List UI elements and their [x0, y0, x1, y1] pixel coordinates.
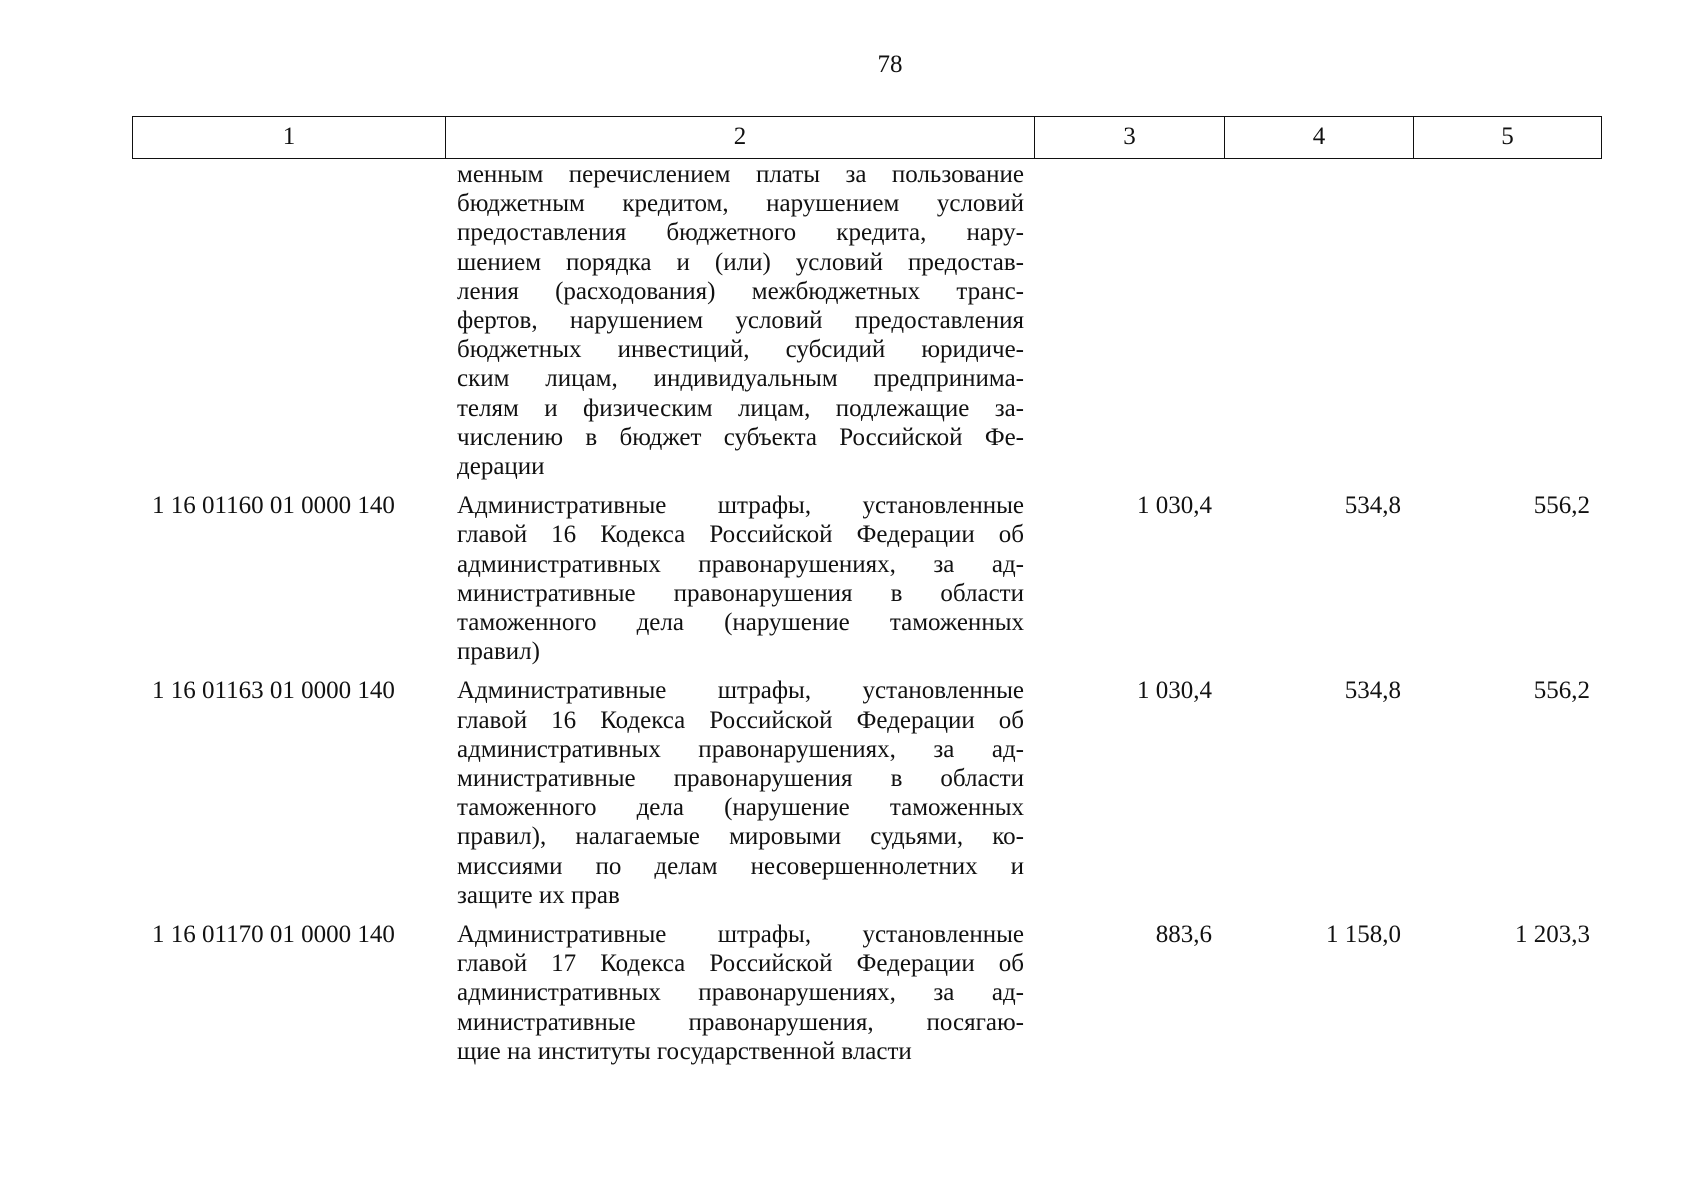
description-line: таможенного дела (нарушение таможенных [457, 609, 1024, 637]
budget-classification-code: 1 16 01163 01 0000 140 [152, 677, 395, 705]
description-line: щие на институты государственной власти [457, 1037, 912, 1065]
description-line: административных правонарушениях, за ад- [457, 735, 1024, 763]
description-line: Административные штрафы, установленные [457, 921, 1024, 949]
page-number: 78 [877, 51, 903, 78]
description-line: административных правонарушениях, за ад- [457, 550, 1024, 578]
table-row [132, 491, 1602, 666]
amount-col-5: 556,2 [1533, 677, 1590, 705]
amount-col-5: 556,2 [1533, 492, 1590, 520]
amount-col-5: 1 203,3 [1515, 921, 1590, 949]
description-line: телям и физическим лицам, подлежащие за- [457, 394, 1024, 422]
table-row [132, 676, 1602, 910]
description-line: Административные штрафы, установленные [457, 492, 1024, 520]
table-column-header [132, 116, 1602, 159]
description-line: главой 16 Кодекса Российской Федерации об [457, 706, 1024, 734]
revenue-description [445, 676, 1034, 910]
column-header-2: 2 [446, 117, 1035, 158]
description-line: предоставления бюджетного кредита, нару- [457, 219, 1024, 247]
amount-col-4: 1 158,0 [1326, 921, 1401, 949]
amount-col-3: 883,6 [1155, 921, 1212, 949]
column-header-3: 3 [1035, 117, 1225, 158]
description-line: ления (расходования) межбюджетных транс- [457, 277, 1024, 305]
description-line: числению в бюджет субъекта Российской Фе- [457, 423, 1024, 451]
description-line: министративные правонарушения, посягаю- [457, 1008, 1024, 1036]
description-line: министративные правонарушения в области [457, 765, 1024, 793]
table-row [132, 920, 1602, 1066]
description-line: правил) [457, 638, 540, 666]
description-line: Административные штрафы, установленные [457, 677, 1024, 705]
description-line: административных правонарушениях, за ад- [457, 979, 1024, 1007]
budget-classification-code: 1 16 01170 01 0000 140 [152, 921, 395, 949]
table-body [132, 160, 1602, 1076]
revenue-description [445, 491, 1034, 666]
amount-col-4 [1224, 160, 1413, 481]
budget-classification-code: 1 16 01160 01 0000 140 [152, 492, 395, 520]
column-header-5: 5 [1501, 123, 1514, 150]
column-header-1: 1 [133, 117, 446, 158]
amount-col-4: 534,8 [1344, 492, 1401, 520]
description-line: министративные правонарушения в области [457, 579, 1024, 607]
description-line: миссиями по делам несовершеннолетних и [457, 852, 1024, 880]
description-line: ским лицам, индивидуальным предпринима- [457, 365, 1024, 393]
revenue-description [445, 920, 1034, 1066]
description-line: правил), налагаемые мировыми судьями, ко- [457, 823, 1024, 851]
description-line: менным перечислением платы за пользование [457, 161, 1024, 188]
amount-col-3: 1 030,4 [1137, 492, 1212, 520]
budget-classification-code [132, 160, 445, 481]
amount-col-4: 534,8 [1344, 677, 1401, 705]
revenue-description [445, 160, 1034, 481]
description-line: бюджетным кредитом, нарушением условий [457, 190, 1024, 218]
description-line: защите их прав [457, 881, 620, 909]
description-line: бюджетных инвестиций, субсидий юридиче- [457, 336, 1024, 364]
description-line: главой 17 Кодекса Российской Федерации об [457, 950, 1024, 978]
table-row [132, 160, 1602, 481]
amount-col-3 [1034, 160, 1224, 481]
description-line: фертов, нарушением условий предоставления [457, 307, 1024, 335]
column-header-4: 4 [1225, 117, 1414, 158]
amount-col-5 [1413, 160, 1602, 481]
description-line: дерации [457, 453, 545, 481]
description-line: таможенного дела (нарушение таможенных [457, 794, 1024, 822]
amount-col-3: 1 030,4 [1137, 677, 1212, 705]
description-line: шением порядка и (или) условий предостав- [457, 248, 1024, 276]
description-line: главой 16 Кодекса Российской Федерации об [457, 521, 1024, 549]
